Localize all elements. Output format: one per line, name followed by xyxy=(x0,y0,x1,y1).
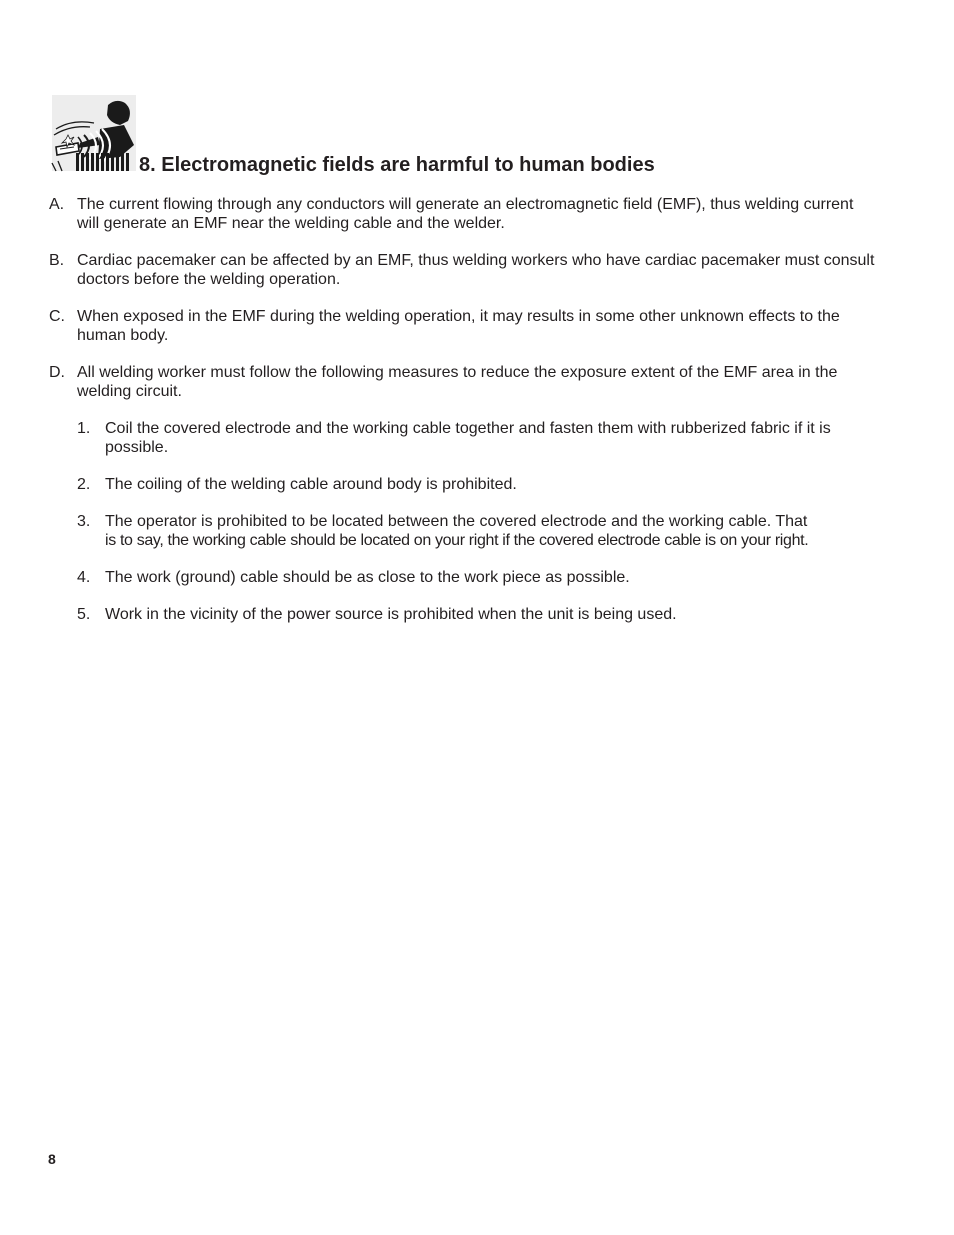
measure-marker: 2. xyxy=(77,476,91,493)
measure-text-line2: is to say, the working cable should be located on your right if the covered electrode cable is on your right. xyxy=(105,532,809,549)
list-marker: B. xyxy=(49,252,65,269)
measure-item-3 xyxy=(77,512,879,550)
measure-text: Work in the vicinity of the power source is prohibited when the unit is being used. xyxy=(105,606,677,623)
measure-marker: 4. xyxy=(77,569,91,586)
list-item-text: Cardiac pacemaker can be affected by an EMF, thus welding workers who have cardiac pacemaker must consult doctors before the welding operation. xyxy=(77,252,875,288)
list-item-text: When exposed in the EMF during the welding operation, it may results in some other unknown effects to the human body. xyxy=(77,308,840,344)
page-number: 8 xyxy=(48,1151,56,1167)
list-marker: D. xyxy=(49,364,65,381)
list-item-text: All welding worker must follow the following measures to reduce the exposure extent of the EMF area in the welding circuit. xyxy=(77,364,838,400)
emf-precautions-list xyxy=(49,195,879,642)
measure-item-5 xyxy=(77,605,879,624)
welder-emf-warning-icon xyxy=(50,95,140,175)
section-title xyxy=(139,152,655,178)
section-number: 8. xyxy=(139,154,156,176)
measure-marker: 1. xyxy=(77,420,91,437)
measure-item-1 xyxy=(77,419,879,457)
measure-text: The operator is prohibited to be located between the covered electrode and the working cable. That xyxy=(105,513,808,530)
list-item-b xyxy=(49,251,879,289)
list-item-a xyxy=(49,195,879,233)
measure-text: Coil the covered electrode and the working cable together and fasten them with rubberized fabric if it is possible. xyxy=(105,420,831,456)
measure-item-4 xyxy=(77,568,879,587)
measure-text: The coiling of the welding cable around body is prohibited. xyxy=(105,476,517,493)
list-marker: C. xyxy=(49,308,65,325)
measure-marker: 3. xyxy=(77,513,91,530)
measures-list xyxy=(77,419,879,624)
list-marker: A. xyxy=(49,196,65,213)
list-item-d xyxy=(49,363,879,624)
list-item-text: The current flowing through any conductors will generate an electromagnetic field (EMF), thus welding current will generate an EMF near the welding cable and the welder. xyxy=(77,196,854,232)
list-item-c xyxy=(49,307,879,345)
measure-marker: 5. xyxy=(77,606,91,623)
section-title-text: Electromagnetic fields are harmful to human bodies xyxy=(161,154,655,176)
measure-text: The work (ground) cable should be as close to the work piece as possible. xyxy=(105,569,630,586)
measure-item-2 xyxy=(77,475,879,494)
